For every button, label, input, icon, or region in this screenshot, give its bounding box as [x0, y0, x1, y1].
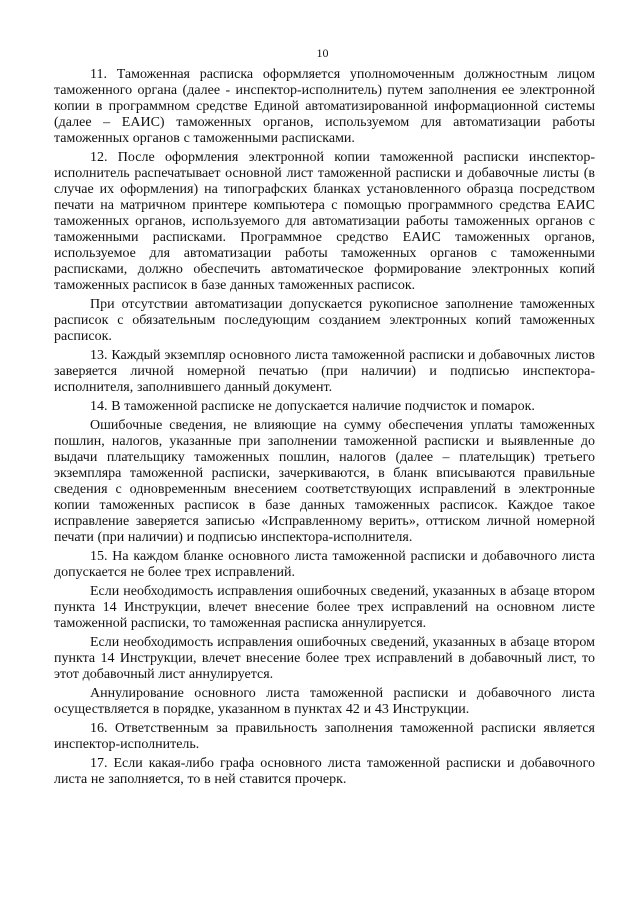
- paragraph-16: 16. Ответственным за правильность заполнения таможенной расписки является инспектор-исполнитель.: [54, 721, 595, 752]
- paragraph-15-main-sheet: Если необходимость исправления ошибочных сведений, указанных в абзаце втором пункта 14 Инструкции, влечет внесение более трех исправлений на основном листе таможенной расписки, то таможенная расписка аннулируется.: [54, 584, 595, 631]
- paragraph-11: 11. Таможенная расписка оформляется уполномоченным должностным лицом таможенного органа (далее - инспектор-исполнитель) путем заполнения ее электронной копии в программном средстве Единой автоматизированной информационной системы (далее – ЕАИС) таможенных органов, используемом для автоматизации работы таможенных органов с таможенными расписками.: [54, 67, 595, 146]
- paragraph-15-additional-sheet: Если необходимость исправления ошибочных сведений, указанных в абзаце втором пункта 14 Инструкции, влечет внесение более трех исправлений в добавочный лист, то этот добавочный лист аннулируется.: [54, 635, 595, 682]
- paragraph-17: 17. Если какая-либо графа основного листа таможенной расписки и добавочного листа не заполняется, то в ней ставится прочерк.: [54, 756, 595, 787]
- paragraph-12: 12. После оформления электронной копии таможенной расписки инспектор-исполнитель распечатывает основной лист таможенной расписки и добавочные листы (в случае их оформления) на типографских бланках установленного образца посредством печати на матричном принтере компьютера с помощью программного средства ЕАИС таможенных органов, используемого для автоматизации работы таможенных органов с таможенными расписками. Программное средство ЕАИС таможенных органов, используемое для автоматизации работы таможенных органов с таможенными расписками, должно обеспечить автоматическое формирование электронных копий таможенных расписок в базе данных таможенных расписок.: [54, 150, 595, 293]
- paragraph-13: 13. Каждый экземпляр основного листа таможенной расписки и добавочных листов заверяется личной номерной печатью (при наличии) и подписью инспектора-исполнителя, заполнившего данный документ.: [54, 348, 595, 395]
- paragraph-14: 14. В таможенной расписке не допускается наличие подчисток и помарок.: [90, 399, 535, 414]
- paragraph-15: 15. На каждом бланке основного листа таможенной расписки и добавочного листа допускается не более трех исправлений.: [54, 549, 595, 580]
- paragraph-12-manual-filling: При отсутствии автоматизации допускается рукописное заполнение таможенных расписок с обязательным последующим созданием электронных копий таможенных расписок.: [54, 297, 595, 344]
- page-number: 10: [316, 46, 329, 60]
- document-body: [54, 67, 595, 788]
- paragraph-14-corrections: Ошибочные сведения, не влияющие на сумму обеспечения уплаты таможенных пошлин, налогов, указанные при заполнении таможенной расписки и выявленные до выдачи плательщику таможенных пошлин, налогов (далее – плательщик) третьего экземпляра таможенной расписки, зачеркиваются, в бланк вписываются правильные сведения с одновременным внесением соответствующих исправлений в электронные копии таможенных расписок в базе данных таможенных расписок. Каждое такое исправление заверяется записью «Исправленному верить», оттиском личной номерной печати (при наличии) и подписью инспектора-исполнителя.: [54, 418, 595, 545]
- paragraph-15-annulment: Аннулирование основного листа таможенной расписки и добавочного листа осуществляется в порядке, указанном в пунктах 42 и 43 Инструкции.: [54, 686, 595, 717]
